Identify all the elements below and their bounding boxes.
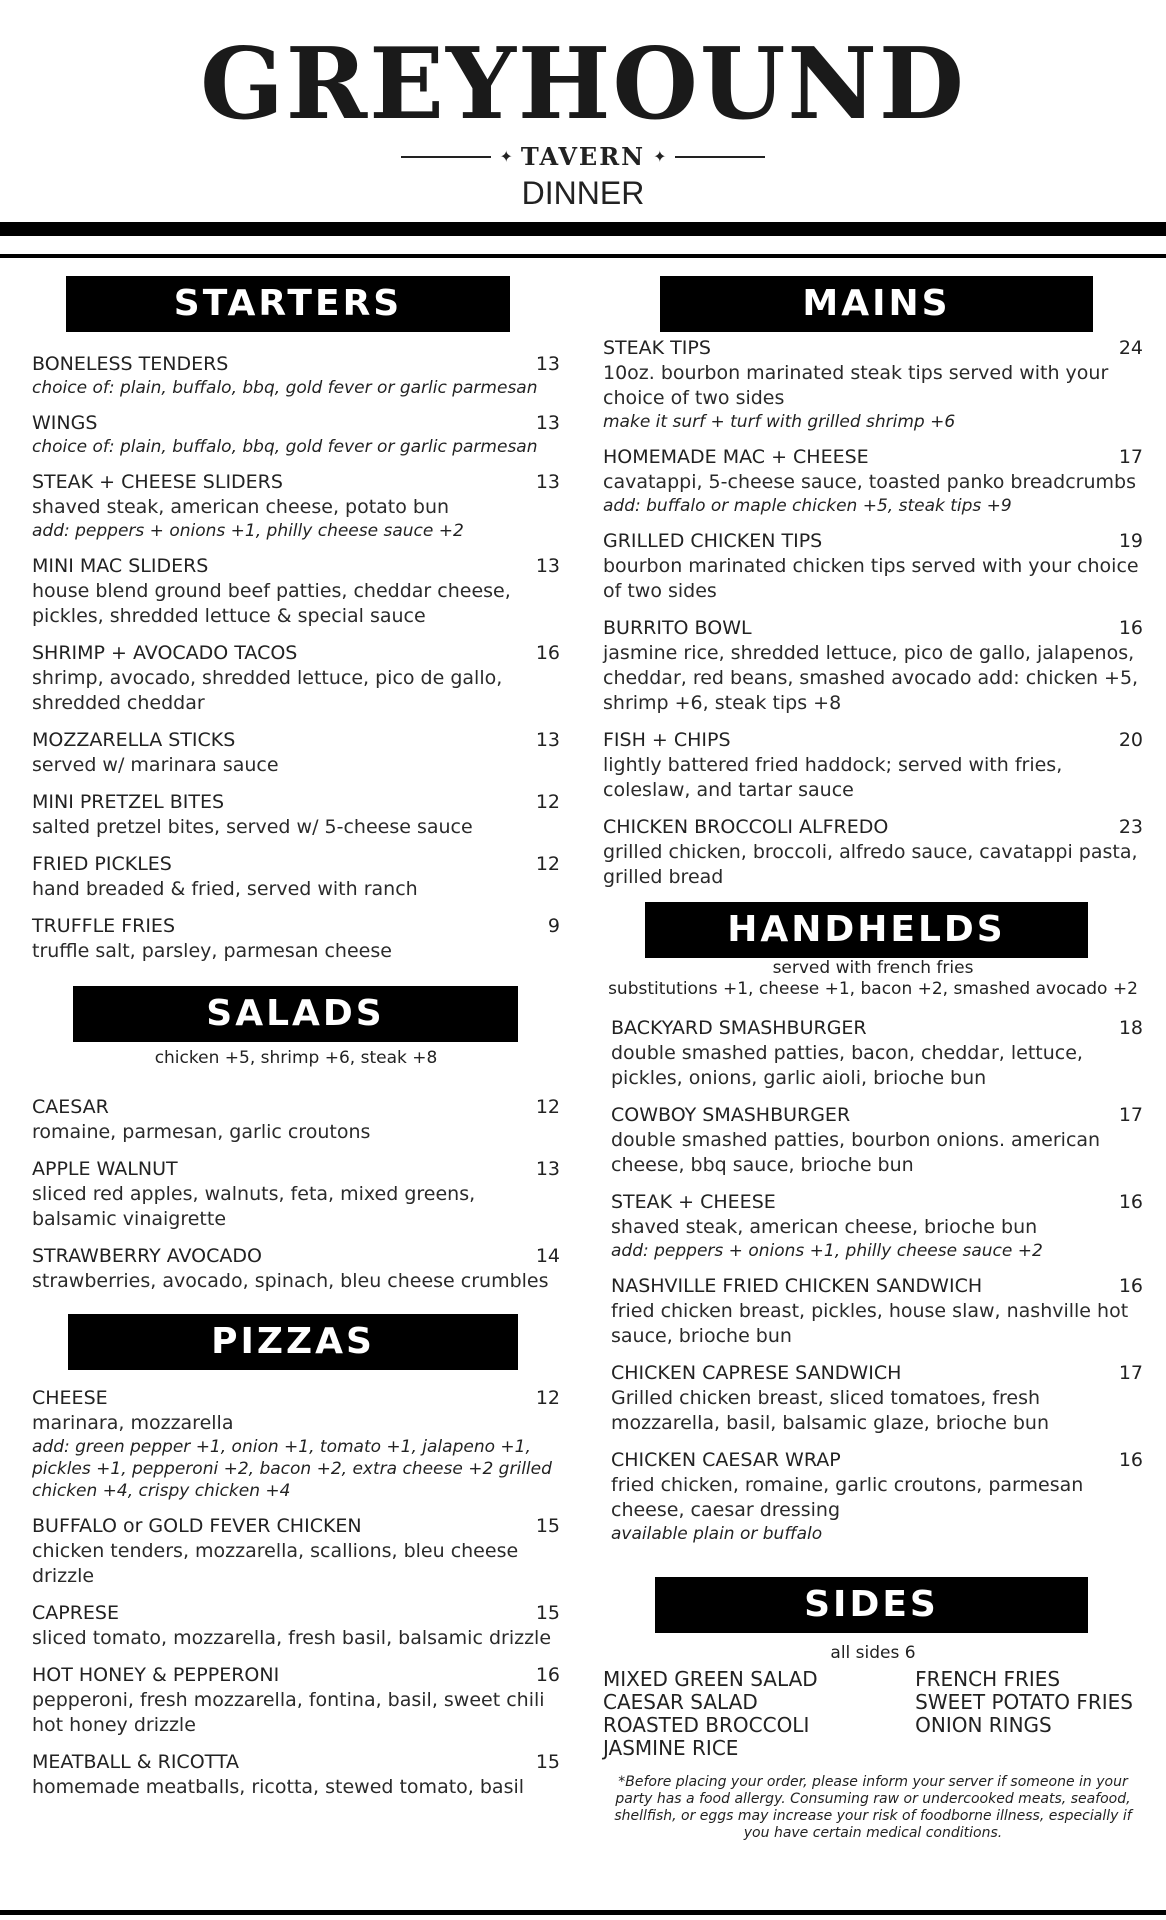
menu-item-description: chicken tenders, mozzarella, scallions, bleu cheese drizzle	[32, 1540, 519, 1587]
mains-list	[603, 336, 1143, 890]
menu-item-description: 10oz. bourbon marinated steak tips served with your choice of two sides	[603, 362, 1109, 409]
menu-item-header	[32, 914, 560, 939]
left-column	[32, 276, 560, 1812]
menu-item-name: WINGS	[32, 412, 98, 434]
menu-item	[32, 641, 560, 716]
menu-item-price: 19	[1118, 530, 1143, 552]
menu-item-description: salted pretzel bites, served w/ 5-cheese sauce	[32, 816, 473, 838]
menu-item-header	[32, 1157, 560, 1182]
menu-item-price: 23	[1118, 816, 1143, 838]
menu-item-name: MEATBALL & RICOTTA	[32, 1751, 240, 1773]
menu-item-header	[32, 352, 560, 377]
menu-item-description: homemade meatballs, ricotta, stewed tomato, basil	[32, 1776, 525, 1798]
menu-item-header	[32, 1386, 560, 1411]
star-ornament-icon: ✦	[653, 147, 667, 166]
menu-item-price: 16	[1118, 1191, 1143, 1213]
menu-item-price: 16	[1118, 1449, 1143, 1471]
menu-item	[32, 1157, 560, 1232]
menu-item-header	[603, 445, 1143, 470]
side-item: JASMINE RICE	[603, 1736, 739, 1760]
menu-item-description: pepperoni, fresh mozzarella, fontina, basil, sweet chili hot honey drizzle	[32, 1689, 545, 1736]
star-ornament-icon: ✦	[499, 147, 513, 166]
divider-line	[401, 156, 491, 158]
side-item: MIXED GREEN SALAD	[603, 1667, 818, 1691]
menu-item-description: jasmine rice, shredded lettuce, pico de gallo, jalapenos, cheddar, red beans, smashed avocado add: chicken +5, shrimp +6, steak tips +8	[603, 642, 1139, 714]
menu-item-name: SHRIMP + AVOCADO TACOS	[32, 642, 298, 664]
menu-item	[32, 554, 560, 629]
menu-item-header	[32, 1663, 560, 1688]
menu-item-description: bourbon marinated chicken tips served with your choice of two sides	[603, 555, 1139, 602]
menu-item-description: shaved steak, american cheese, potato bun	[32, 496, 450, 518]
menu-item-price: 16	[1118, 617, 1143, 639]
menu-item-price: 24	[1118, 337, 1143, 359]
menu-item-description: double smashed patties, bacon, cheddar, lettuce, pickles, onions, garlic aioli, brioche bun	[611, 1042, 1083, 1089]
section-heading-pizzas: PIZZAS	[68, 1314, 518, 1370]
side-item: SWEET POTATO FRIES	[915, 1690, 1133, 1714]
menu-item-price: 9	[547, 915, 560, 937]
brand-subtitle	[0, 142, 1166, 171]
menu-item	[603, 815, 1143, 890]
menu-item-header	[32, 1244, 560, 1269]
menu-item-header	[603, 529, 1143, 554]
menu-item-name: STEAK + CHEESE SLIDERS	[32, 471, 283, 493]
side-item: FRENCH FRIES	[915, 1667, 1061, 1691]
menu-item-price: 18	[1118, 1017, 1143, 1039]
menu-item-description: sliced tomato, mozzarella, fresh basil, balsamic drizzle	[32, 1627, 552, 1649]
menu-item-price: 13	[535, 1158, 560, 1180]
menu-item-price: 13	[535, 353, 560, 375]
menu-item-header	[32, 1750, 560, 1775]
section-heading-starters: STARTERS	[66, 276, 510, 332]
salads-note: chicken +5, shrimp +6, steak +8	[154, 1048, 438, 1068]
menu-item-name: FISH + CHIPS	[603, 729, 731, 751]
menu-item-addons: make it surf + turf with grilled shrimp +6	[603, 412, 956, 432]
header-rule-thin	[0, 254, 1166, 258]
menu-item-header	[603, 616, 1143, 641]
menu-item-price: 13	[535, 555, 560, 577]
menu-item-name: BONELESS TENDERS	[32, 353, 229, 375]
header-rule-thick	[0, 222, 1166, 236]
menu-item-name: MOZZARELLA STICKS	[32, 729, 236, 751]
menu-item-name: CHICKEN BROCCOLI ALFREDO	[603, 816, 889, 838]
menu-item-name: APPLE WALNUT	[32, 1158, 178, 1180]
menu-item-name: GRILLED CHICKEN TIPS	[603, 530, 823, 552]
menu-item-description: cavatappi, 5-cheese sauce, toasted panko breadcrumbs	[603, 471, 1136, 493]
menu-item-price: 12	[535, 791, 560, 813]
sides-note: all sides 6	[830, 1643, 916, 1663]
section-heading-sides: SIDES	[655, 1577, 1088, 1633]
menu-item-addons: add: green pepper +1, onion +1, tomato +1, jalapeno +1, pickles +1, pepperoni +2, bacon +2, extra cheese +2 grilled chicken +4, crispy chicken +4	[32, 1437, 552, 1501]
menu-item-header	[32, 554, 560, 579]
section-heading-salads: SALADS	[73, 986, 518, 1042]
menu-item-header	[611, 1190, 1143, 1215]
menu-item	[603, 529, 1143, 604]
menu-item-header	[611, 1448, 1143, 1473]
menu-item-name: NASHVILLE FRIED CHICKEN SANDWICH	[611, 1275, 983, 1297]
menu-item-price: 12	[535, 853, 560, 875]
menu-item	[603, 445, 1143, 517]
menu-title: DINNER	[521, 175, 645, 211]
menu-item-header	[611, 1361, 1143, 1386]
starters-list	[32, 352, 560, 964]
menu-item	[32, 352, 560, 399]
menu-item-addons: available plain or buffalo	[611, 1524, 823, 1544]
menu-item-header	[32, 1601, 560, 1626]
menu-item-header	[32, 1514, 560, 1539]
menu-item	[32, 1386, 560, 1502]
menu-item-name: MINI PRETZEL BITES	[32, 791, 225, 813]
menu-item-description: fried chicken, romaine, garlic croutons, parmesan cheese, caesar dressing	[611, 1474, 1084, 1521]
menu-item-name: CHICKEN CAESAR WRAP	[611, 1449, 841, 1471]
menu-item-name: STRAWBERRY AVOCADO	[32, 1245, 262, 1267]
menu-item-addons: add: buffalo or maple chicken +5, steak tips +9	[603, 496, 1012, 516]
menu-item	[611, 1190, 1143, 1262]
menu-item	[32, 1663, 560, 1738]
menu-item-header	[32, 852, 560, 877]
menu-item-name: CHICKEN CAPRESE SANDWICH	[611, 1362, 902, 1384]
menu-item-header	[611, 1103, 1143, 1128]
brand-sub-label: TAVERN	[520, 142, 646, 171]
menu-item-price: 17	[1118, 1362, 1143, 1384]
menu-item-description: marinara, mozzarella	[32, 1412, 234, 1434]
menu-item	[32, 470, 560, 542]
menu-item-price: 15	[535, 1602, 560, 1624]
footer-rule	[0, 1910, 1166, 1915]
menu-item-name: BURRITO BOWL	[603, 617, 752, 639]
menu-item	[32, 1601, 560, 1651]
menu-item	[603, 728, 1143, 803]
menu-item	[611, 1103, 1143, 1178]
menu-item-description: grilled chicken, broccoli, alfredo sauce, cavatappi pasta, grilled bread	[603, 841, 1138, 888]
menu-item-description: served w/ marinara sauce	[32, 754, 279, 776]
menu-item	[32, 1244, 560, 1294]
menu-item-description: truffle salt, parsley, parmesan cheese	[32, 940, 392, 962]
menu-item-description: sliced red apples, walnuts, feta, mixed greens, balsamic vinaigrette	[32, 1183, 476, 1230]
menu-item-name: CHEESE	[32, 1387, 108, 1409]
side-item: ROASTED BROCCOLI	[603, 1713, 810, 1737]
divider-line	[675, 156, 765, 158]
menu-item	[611, 1016, 1143, 1091]
menu-item-description: lightly battered fried haddock; served with fries, coleslaw, and tartar sauce	[603, 754, 1063, 801]
menu-item-description: hand breaded & fried, served with ranch	[32, 878, 418, 900]
menu-item-name: HOT HONEY & PEPPERONI	[32, 1664, 280, 1686]
menu-item-description: double smashed patties, bourbon onions. american cheese, bbq sauce, brioche bun	[611, 1129, 1101, 1176]
menu-item-name: STEAK + CHEESE	[611, 1191, 776, 1213]
menu-item-price: 12	[535, 1387, 560, 1409]
menu-item-description: shrimp, avocado, shredded lettuce, pico de gallo, shredded cheddar	[32, 667, 503, 714]
menu-item	[32, 914, 560, 964]
menu-item-header	[603, 728, 1143, 753]
menu-item-header	[32, 641, 560, 666]
menu-item-name: MINI MAC SLIDERS	[32, 555, 209, 577]
menu-item-name: COWBOY SMASHBURGER	[611, 1104, 851, 1126]
menu-item-price: 17	[1118, 446, 1143, 468]
handhelds-note-fries: served with french fries	[772, 958, 974, 978]
menu-item-price: 16	[535, 642, 560, 664]
pizzas-list	[32, 1386, 560, 1800]
menu-item-addons: choice of: plain, buffalo, bbq, gold fever or garlic parmesan	[32, 437, 538, 457]
menu-item-price: 13	[535, 471, 560, 493]
handhelds-note-substitutions: substitutions +1, cheese +1, bacon +2, smashed avocado +2	[608, 979, 1138, 999]
menu-item-price: 15	[535, 1751, 560, 1773]
allergy-disclaimer: *Before placing your order, please inform your server if someone in your party has a food allergy. Consuming raw or undercooked meats, seafood, shellfish, or eggs may increase your risk of foodborne illness, especially if you have certain medical conditions.	[614, 1774, 1132, 1841]
section-heading-handhelds: HANDHELDS	[645, 902, 1088, 958]
menu-item	[32, 790, 560, 840]
menu-item	[603, 336, 1143, 433]
menu-item-name: TRUFFLE FRIES	[32, 915, 176, 937]
brand-name: GREYHOUND	[200, 27, 966, 142]
menu-item-header	[32, 790, 560, 815]
menu-item	[32, 1514, 560, 1589]
sides-column-right	[915, 1668, 1143, 1760]
menu-item-header	[32, 411, 560, 436]
menu-item	[603, 616, 1143, 716]
menu-item-description: fried chicken breast, pickles, house slaw, nashville hot sauce, brioche bun	[611, 1300, 1129, 1347]
menu-item-header	[603, 336, 1143, 361]
menu-item-description: shaved steak, american cheese, brioche bun	[611, 1216, 1038, 1238]
menu-item-price: 16	[535, 1664, 560, 1686]
menu-item-price: 15	[535, 1515, 560, 1537]
brand-header	[0, 0, 1166, 212]
salads-list	[32, 1095, 560, 1294]
menu-item-price: 20	[1118, 729, 1143, 751]
menu-item-name: CAESAR	[32, 1096, 109, 1118]
menu-item-header	[603, 815, 1143, 840]
menu-item	[32, 1750, 560, 1800]
side-item: ONION RINGS	[915, 1713, 1052, 1737]
menu-item-price: 14	[535, 1245, 560, 1267]
menu-item-description: house blend ground beef patties, cheddar cheese, pickles, shredded lettuce & special sauce	[32, 580, 511, 627]
menu-item-price: 13	[535, 729, 560, 751]
menu-item-name: FRIED PICKLES	[32, 853, 172, 875]
menu-item-price: 13	[535, 412, 560, 434]
menu-item-header	[32, 728, 560, 753]
menu-item	[611, 1274, 1143, 1349]
menu-item-description: strawberries, avocado, spinach, bleu cheese crumbles	[32, 1270, 549, 1292]
menu-item-header	[32, 1095, 560, 1120]
menu-item-addons: add: peppers + onions +1, philly cheese sauce +2	[32, 521, 464, 541]
menu-item	[611, 1448, 1143, 1545]
sides-column-left	[603, 1668, 818, 1760]
menu-item-price: 17	[1118, 1104, 1143, 1126]
menu-item-description: Grilled chicken breast, sliced tomatoes, fresh mozzarella, basil, balsamic glaze, brioche bun	[611, 1387, 1049, 1434]
menu-item-price: 16	[1118, 1275, 1143, 1297]
menu-item-name: CAPRESE	[32, 1602, 119, 1624]
sides-grid	[603, 1668, 1143, 1760]
menu-item	[32, 1095, 560, 1145]
right-column	[603, 276, 1143, 1842]
menu-item-name: BUFFALO or GOLD FEVER CHICKEN	[32, 1515, 362, 1537]
handhelds-list	[603, 1016, 1143, 1545]
menu-item-price: 12	[535, 1096, 560, 1118]
menu-item-name: BACKYARD SMASHBURGER	[611, 1017, 867, 1039]
menu-item	[32, 852, 560, 902]
menu-item-header	[32, 470, 560, 495]
menu-item-description: romaine, parmesan, garlic croutons	[32, 1121, 371, 1143]
menu-item-name: HOMEMADE MAC + CHEESE	[603, 446, 869, 468]
menu-item	[32, 411, 560, 458]
menu-item-header	[611, 1274, 1143, 1299]
section-heading-mains: MAINS	[660, 276, 1093, 332]
menu-item	[611, 1361, 1143, 1436]
menu-item	[32, 728, 560, 778]
menu-item-addons: choice of: plain, buffalo, bbq, gold fever or garlic parmesan	[32, 378, 538, 398]
menu-item-addons: add: peppers + onions +1, philly cheese sauce +2	[611, 1241, 1043, 1261]
side-item: CAESAR SALAD	[603, 1690, 758, 1714]
menu-item-header	[611, 1016, 1143, 1041]
menu-item-name: STEAK TIPS	[603, 337, 711, 359]
